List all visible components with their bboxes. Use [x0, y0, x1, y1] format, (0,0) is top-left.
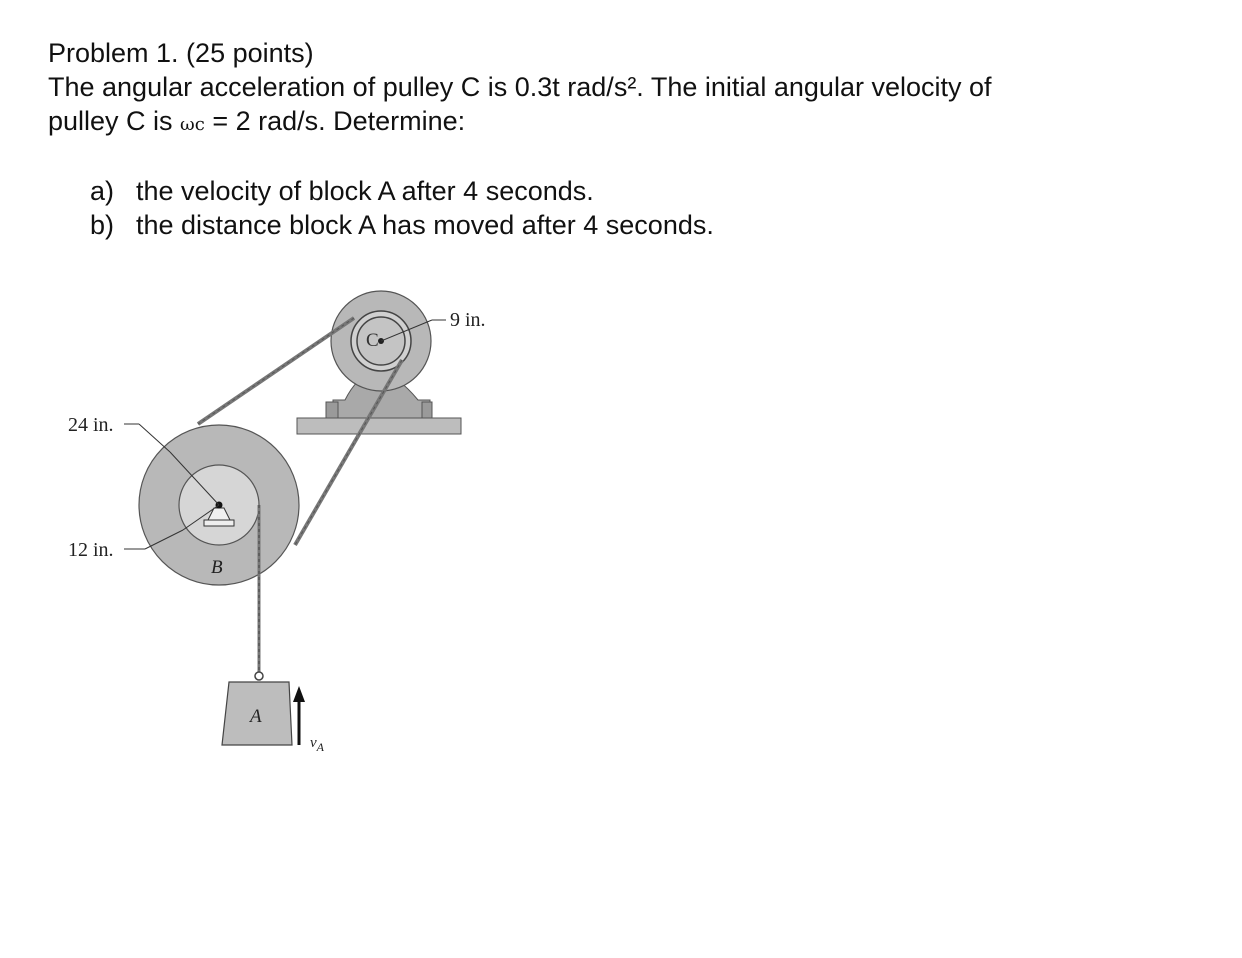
part-a-marker: a)	[90, 176, 115, 206]
part-a-text: the velocity of block A after 4 seconds.	[136, 176, 594, 206]
dimension-9in: 9 in.	[450, 309, 486, 331]
problem-line-2-prefix: pulley C is	[48, 106, 181, 136]
problem-statement	[48, 36, 1198, 142]
pulley-diagram	[0, 280, 540, 780]
pulley-c	[331, 291, 446, 391]
part-b-marker: b)	[90, 210, 115, 240]
omega-c-symbol: ωc	[180, 114, 205, 135]
label-va	[310, 735, 325, 754]
problem-line-2-suffix: = 2 rad/s. Determine:	[204, 106, 466, 136]
problem-line-1: The angular acceleration of pulley C is 0.3t rad/s². The initial angular velocity of	[48, 72, 992, 102]
parts-list	[90, 174, 714, 242]
label-va-main: v	[310, 735, 317, 751]
part-b	[90, 208, 714, 242]
label-a: A	[250, 706, 262, 727]
part-a	[90, 174, 714, 208]
problem-heading: Problem 1. (25 points)	[48, 38, 314, 68]
part-b-text: the distance block A has moved after 4 seconds.	[136, 210, 714, 240]
label-c: C	[366, 330, 379, 351]
dimension-24in: 24 in.	[68, 414, 114, 436]
velocity-arrow	[293, 686, 305, 745]
label-b: B	[211, 557, 223, 578]
problem-line-2	[48, 104, 1198, 142]
label-va-sub: A	[316, 740, 325, 754]
dimension-12in: 12 in.	[68, 539, 114, 561]
